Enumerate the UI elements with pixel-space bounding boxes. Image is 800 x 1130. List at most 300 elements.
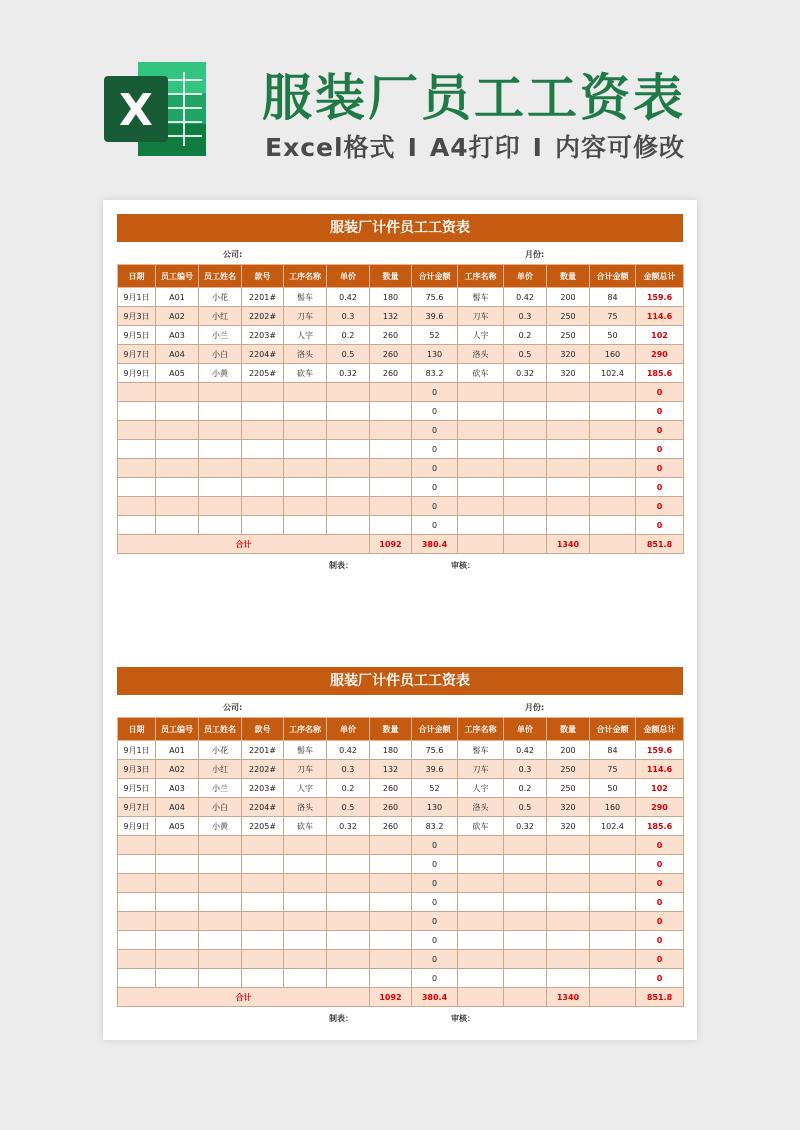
table-cell: A03 [156,326,199,345]
table-cell [242,402,284,421]
table-cell [370,421,412,440]
table-cell [118,440,156,459]
table-cell [590,478,636,497]
table-cell [504,855,547,874]
table-cell: 2204# [242,798,284,817]
table-cell [284,931,327,950]
table-cell: 250 [547,307,590,326]
table-cell [242,950,284,969]
table-cell [590,516,636,535]
table-cell [458,478,504,497]
table-cell [327,402,370,421]
table-cell: 9月3日 [118,760,156,779]
table-cell [242,497,284,516]
column-header: 员工姓名 [199,718,242,741]
table-cell: 0.5 [504,798,547,817]
subtitle-separator: I [407,133,418,162]
table-cell [327,516,370,535]
table-cell: 260 [370,817,412,836]
table-cell: 320 [547,798,590,817]
sheet-title: 服装厂计件员工工资表 [117,667,683,695]
table-cell [547,440,590,459]
column-header: 单价 [327,718,370,741]
table-cell: A05 [156,364,199,383]
table-cell [547,459,590,478]
column-header: 合计金额 [412,718,458,741]
table-cell: 髻车 [284,741,327,760]
table-cell: 9月5日 [118,779,156,798]
table-cell: 0 [636,912,684,931]
table-cell [199,931,242,950]
table-cell: 小红 [199,760,242,779]
table-cell: 0.32 [504,364,547,383]
table-cell [547,383,590,402]
table-cell: 0.5 [504,345,547,364]
maker-label: 制表： [329,561,353,570]
table-row [118,893,684,912]
table-cell: 250 [547,779,590,798]
table-cell [199,383,242,402]
table-cell: 0.42 [504,741,547,760]
table-cell: 0 [636,459,684,478]
table-cell [284,383,327,402]
total-empty [590,535,636,554]
table-cell: A04 [156,345,199,364]
column-header: 金额总计 [636,718,684,741]
table-cell: 102.4 [590,817,636,836]
table-cell [327,931,370,950]
table-cell: A05 [156,817,199,836]
table-cell [199,459,242,478]
table-cell: 0.32 [327,817,370,836]
table-cell [242,912,284,931]
table-cell [504,893,547,912]
table-cell: 洛头 [284,798,327,817]
table-cell [156,402,199,421]
total-grand: 851.8 [636,535,684,554]
table-cell [327,440,370,459]
table-cell [156,421,199,440]
table-cell [199,402,242,421]
page-title: 服装厂员工工资表 [262,69,686,127]
table-cell [242,516,284,535]
table-cell [284,893,327,912]
table-cell [284,478,327,497]
table-cell: 84 [590,741,636,760]
table-cell [118,478,156,497]
table-cell: 2201# [242,741,284,760]
table-cell [118,855,156,874]
table-cell [504,383,547,402]
table-cell: 9月7日 [118,798,156,817]
table-cell [370,478,412,497]
table-cell [284,459,327,478]
table-cell [327,893,370,912]
table-cell [156,383,199,402]
table-cell [504,912,547,931]
table-cell: 0 [636,440,684,459]
company-label: 公司: [223,250,243,259]
table-cell [118,931,156,950]
table-cell [458,855,504,874]
table-cell: A04 [156,798,199,817]
table-cell [370,836,412,855]
excel-icon [104,62,208,156]
table-cell: 290 [636,798,684,817]
column-header: 金额总计 [636,265,684,288]
table-row [118,760,684,779]
sheet-footer [117,1007,683,1027]
table-cell [504,836,547,855]
table-cell [458,459,504,478]
subtitle-format: Excel格式 [265,133,396,162]
table-cell: 130 [412,345,458,364]
table-cell [327,383,370,402]
table-cell [370,383,412,402]
table-cell: 0 [636,497,684,516]
table-cell [156,516,199,535]
table-cell: 0 [412,516,458,535]
column-header: 工序名称 [284,718,327,741]
table-cell [504,516,547,535]
maker-label: 制表： [329,1014,353,1023]
table-cell: 0 [636,950,684,969]
table-cell [242,931,284,950]
table-cell [118,969,156,988]
table-cell [118,950,156,969]
table-cell [199,969,242,988]
table-cell: A02 [156,760,199,779]
table-cell: 185.6 [636,817,684,836]
table-cell [504,874,547,893]
table-cell [504,478,547,497]
table-cell [284,516,327,535]
preview-paper [103,200,697,1040]
table-cell: 160 [590,798,636,817]
table-cell [327,836,370,855]
table-cell [284,950,327,969]
subtitle [265,128,685,164]
column-header: 数量 [370,718,412,741]
table-cell [590,893,636,912]
table-cell: 2201# [242,288,284,307]
table-cell [327,874,370,893]
table-cell [118,459,156,478]
table-cell [284,497,327,516]
table-cell [199,912,242,931]
table-cell: A02 [156,307,199,326]
table-cell [327,497,370,516]
column-header: 员工姓名 [199,265,242,288]
table-cell: 髻车 [284,288,327,307]
table-cell: 刀车 [284,307,327,326]
total-amount-1: 380.4 [412,535,458,554]
table-cell: 0 [636,874,684,893]
table-row [118,817,684,836]
table-cell: 260 [370,798,412,817]
table-row [118,402,684,421]
table-cell [458,969,504,988]
table-cell: 130 [412,798,458,817]
table-row [118,421,684,440]
table-cell [590,912,636,931]
total-empty [458,535,504,554]
table-cell: 0 [412,855,458,874]
table-cell [504,402,547,421]
total-empty [504,535,547,554]
table-cell: 洛头 [458,345,504,364]
table-cell [327,421,370,440]
table-cell: 159.6 [636,741,684,760]
sheet-info-row [117,242,683,264]
column-header: 单价 [504,718,547,741]
table-cell: 砍车 [284,364,327,383]
total-row [118,988,684,1007]
excel-logo-letter: X [119,85,153,136]
table-cell [242,421,284,440]
table-row [118,497,684,516]
table-cell [156,497,199,516]
table-cell [156,440,199,459]
table-cell: 0.2 [327,326,370,345]
table-cell [199,836,242,855]
table-cell: 0 [636,931,684,950]
table-cell: 250 [547,760,590,779]
table-cell [547,402,590,421]
table-cell [156,950,199,969]
table-cell: 0.3 [504,307,547,326]
table-cell [504,459,547,478]
table-cell [242,478,284,497]
table-cell [504,497,547,516]
table-cell: 2203# [242,326,284,345]
table-cell: 39.6 [412,760,458,779]
table-cell [327,912,370,931]
table-cell: 砍车 [284,817,327,836]
table-cell [156,893,199,912]
payroll-table [117,264,684,554]
table-cell [590,855,636,874]
table-cell [118,836,156,855]
table-cell: 0.3 [504,760,547,779]
table-cell [370,855,412,874]
total-qty-2: 1340 [547,988,590,1007]
column-header: 工序名称 [458,718,504,741]
table-cell: 102 [636,779,684,798]
table-cell [547,912,590,931]
table-cell [199,950,242,969]
table-cell: 185.6 [636,364,684,383]
table-cell [199,421,242,440]
total-empty [458,988,504,1007]
table-cell: 9月7日 [118,345,156,364]
table-cell: 2205# [242,817,284,836]
table-cell [590,836,636,855]
table-cell [504,421,547,440]
table-cell [199,893,242,912]
subtitle-print: A4打印 [429,133,521,162]
table-cell [590,874,636,893]
table-cell [242,440,284,459]
sheet-title: 服装厂计件员工工资表 [117,214,683,242]
table-cell: 砍车 [458,364,504,383]
table-cell: 75.6 [412,741,458,760]
column-header: 员工编号 [156,265,199,288]
table-cell [458,931,504,950]
table-cell [284,855,327,874]
table-cell: 83.2 [412,817,458,836]
table-cell: 9月1日 [118,288,156,307]
table-cell: 159.6 [636,288,684,307]
table-cell: 砍车 [458,817,504,836]
table-cell: 320 [547,345,590,364]
table-cell: 0 [412,836,458,855]
table-cell [370,497,412,516]
table-cell: 114.6 [636,307,684,326]
table-cell [118,893,156,912]
table-cell [458,516,504,535]
column-header: 合计金额 [412,265,458,288]
table-row [118,741,684,760]
table-cell [327,950,370,969]
table-cell: 260 [370,779,412,798]
banner [0,0,800,180]
table-cell [370,459,412,478]
table-cell: 刀车 [458,760,504,779]
table-cell [242,855,284,874]
table-cell [458,402,504,421]
table-cell: 0 [412,893,458,912]
table-cell [156,836,199,855]
table-cell: 84 [590,288,636,307]
table-cell: 0.5 [327,798,370,817]
table-cell: 0 [636,893,684,912]
table-cell: 75 [590,307,636,326]
table-header-row [118,265,684,288]
table-cell: 260 [370,364,412,383]
table-cell [370,440,412,459]
table-cell [370,874,412,893]
table-cell: 9月9日 [118,817,156,836]
table-row [118,288,684,307]
sheet-info-row [117,695,683,717]
table-cell: 52 [412,326,458,345]
total-empty [504,988,547,1007]
table-cell: 9月5日 [118,326,156,345]
table-cell: A03 [156,779,199,798]
table-cell [547,421,590,440]
company-label: 公司: [223,703,243,712]
table-cell: 2202# [242,307,284,326]
table-cell [284,969,327,988]
table-cell: 0 [412,440,458,459]
table-cell [118,497,156,516]
total-label: 合计 [118,535,370,554]
table-cell [242,836,284,855]
table-cell: A01 [156,741,199,760]
table-cell: 0.2 [504,779,547,798]
column-header: 日期 [118,718,156,741]
table-cell [547,497,590,516]
table-cell: 0 [636,855,684,874]
table-cell: 0.2 [504,326,547,345]
table-cell: 83.2 [412,364,458,383]
table-cell: A01 [156,288,199,307]
table-cell [547,874,590,893]
table-cell [547,516,590,535]
table-cell: 0 [412,421,458,440]
table-cell [199,478,242,497]
table-cell [199,855,242,874]
table-cell: 0 [412,497,458,516]
table-cell: 小兰 [199,326,242,345]
table-cell: 180 [370,741,412,760]
table-cell [327,969,370,988]
total-qty-1: 1092 [370,535,412,554]
table-cell [156,478,199,497]
table-cell: 2203# [242,779,284,798]
table-cell: 102 [636,326,684,345]
table-cell: 小白 [199,798,242,817]
table-cell: 人字 [458,779,504,798]
table-row [118,836,684,855]
table-cell [284,836,327,855]
column-header: 单价 [327,265,370,288]
table-cell [242,893,284,912]
table-cell [284,874,327,893]
table-cell [199,497,242,516]
table-cell [199,874,242,893]
table-cell: 50 [590,779,636,798]
table-cell: 小兰 [199,779,242,798]
table-cell [327,459,370,478]
auditor-label: 审核： [451,1014,475,1023]
table-cell: 0.5 [327,345,370,364]
sheet-footer [117,554,683,574]
table-cell [242,969,284,988]
column-header: 工序名称 [284,265,327,288]
table-cell [199,516,242,535]
total-row [118,535,684,554]
table-cell: 0 [412,950,458,969]
table-cell: 320 [547,817,590,836]
table-cell: 刀车 [284,760,327,779]
table-cell [590,440,636,459]
table-cell: 9月9日 [118,364,156,383]
column-header: 款号 [242,718,284,741]
table-cell [118,402,156,421]
table-cell: 102.4 [590,364,636,383]
table-cell [327,478,370,497]
table-cell [590,383,636,402]
table-cell: 人字 [458,326,504,345]
column-header: 数量 [547,265,590,288]
table-cell: 0.32 [327,364,370,383]
table-cell [458,874,504,893]
table-row [118,516,684,535]
table-cell [284,912,327,931]
table-cell: 0 [636,421,684,440]
table-cell: 75.6 [412,288,458,307]
total-empty [590,988,636,1007]
table-cell: 0 [412,478,458,497]
payroll-sheet-1 [117,214,683,574]
table-cell: 0.3 [327,760,370,779]
table-cell: 小花 [199,741,242,760]
total-amount-1: 380.4 [412,988,458,1007]
table-cell: 0 [412,969,458,988]
table-cell [547,950,590,969]
